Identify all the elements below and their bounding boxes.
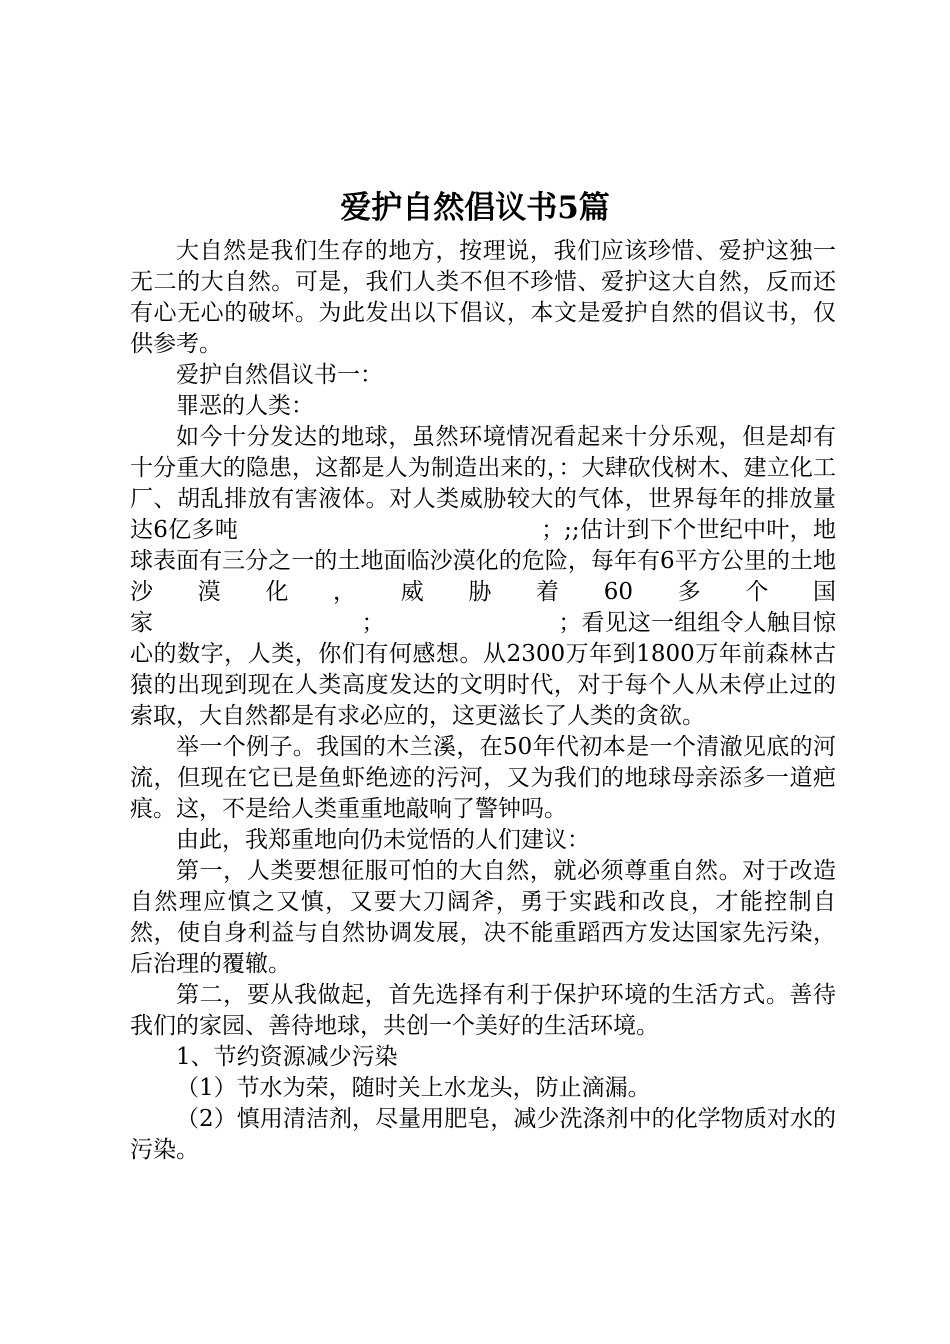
list-heading: 1、节约资源减少污染: [176, 1044, 398, 1070]
list-item: （2）慎用清洁剂，尽量用肥皂，减少洗涤剂中的化学物质对水的污染。: [130, 1106, 836, 1163]
intro-paragraph: 大自然是我们生存的地方，按理说，我们应该珍惜、爱护这独一无二的大自然。可是，我们人类不但不珍惜、爱护这大自然，反而还有心无心的破坏。为此发出以下倡议，本文是爱护自然的倡议书，仅供参考。: [130, 238, 836, 357]
document-body: [130, 236, 836, 1166]
section-heading: 爱护自然倡议书一：: [176, 362, 383, 388]
body-paragraph: 举一个例子。我国的木兰溪，在50年代初本是一个清澈见底的河流，但现在它已是鱼虾绝迹的污河，又为我们的地球母亲添多一道疤痕。这，不是给人类重重地敲响了警钟吗。: [130, 734, 836, 822]
body-paragraph: 由此，我郑重地向仍未觉悟的人们建议：: [176, 827, 590, 853]
body-paragraph: 如今十分发达的地球，虽然环境情况看起来十分乐观，但是却有十分重大的隐患，这都是人为制造出来的，：大肆砍伐树木、建立化工厂、胡乱排放有害液体。对人类威胁较大的气体，世界每年的排放量达6亿多吨 ；;;估计到下个世纪中叶，地球表面有三分之一的土地面临沙漠化的危险，每年有6平方公里的土地沙漠化，威胁着60多个国家 ； ；看见这一组组令人触目惊心的数字，人类，你们有何感想。从2300万年到1800万年前森林古猿的出现到现在人类高度发达的文明时代，对于每个人从未停止过的索取，大自然都是有求必应的，这更滋长了人类的贪欲。: [130, 424, 836, 729]
body-paragraph: 第二，要从我做起，首先选择有利于保护环境的生活方式。善待我们的家园、善待地球，共创一个美好的生活环境。: [130, 982, 836, 1039]
list-item: （1）节水为荣，随时关上水龙头，防止滴漏。: [176, 1075, 651, 1101]
salutation: 罪恶的人类：: [176, 393, 314, 419]
document-title: 爱护自然倡议书5篇: [340, 190, 610, 226]
body-paragraph: 第一，人类要想征服可怕的大自然，就必须尊重自然。对于改造自然理应慎之又慎，又要大刀阔斧，勇于实践和改良，才能控制自然，使自身利益与自然协调发展，决不能重蹈西方发达国家先污染，后治理的覆辙。: [130, 858, 836, 977]
